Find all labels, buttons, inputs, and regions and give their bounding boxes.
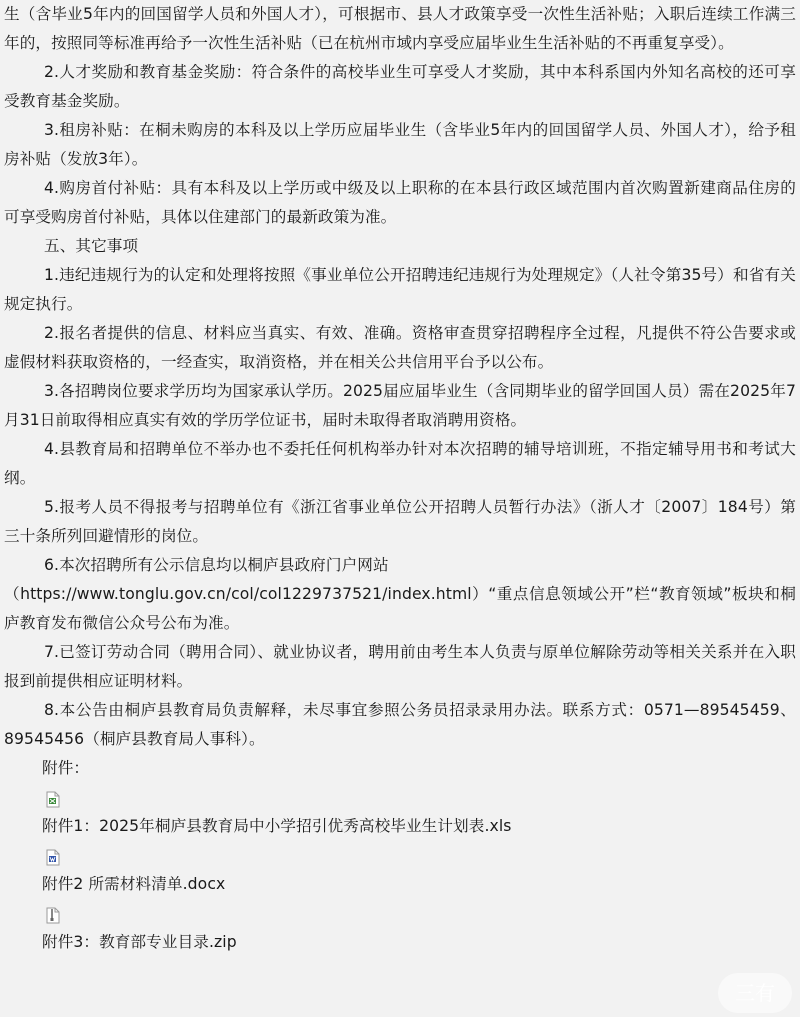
attachment-1[interactable] — [4, 783, 796, 841]
attachment-3[interactable] — [4, 899, 796, 957]
attachment-3-link[interactable]: 附件3：教育部专业目录.zip — [42, 933, 237, 951]
paragraph-item-8: 8.本公告由桐庐县教育局负责解释，未尽事宜参照公务员招录录用办法。联系方式：0571—89545459、89545456（桐庐县教育局人事科）。 — [4, 701, 796, 748]
paragraph-rent-subsidy: 3.租房补贴：在桐未购房的本科及以上学历应届毕业生（含毕业5年内的回国留学人员、外国人才），给予租房补贴（发放3年）。 — [4, 121, 796, 168]
paragraph-item-7: 7.已签订劳动合同（聘用合同）、就业协议者，聘用前由考生本人负责与原单位解除劳动等相关关系并在入职报到前提供相应证明材料。 — [4, 643, 796, 690]
attachment-2[interactable] — [4, 841, 796, 899]
paragraph-housing-subsidy: 4.购房首付补贴：具有本科及以上学历或中级及以上职称的在本县行政区域范围内首次购置新建商品住房的可享受购房首付补贴，具体以住建部门的最新政策为准。 — [4, 179, 796, 226]
attachment-1-link[interactable]: 附件1：2025年桐庐县教育局中小学招引优秀高校毕业生计划表.xls — [42, 817, 512, 835]
attachment-2-link[interactable]: 附件2 所需材料清单.docx — [42, 875, 226, 893]
attachments-label: 附件： — [42, 759, 90, 777]
paragraph-item-3: 3.各招聘岗位要求学历均为国家承认学历。2025届应届毕业生（含同期毕业的留学回国人员）需在2025年7月31日前取得相应真实有效的学历学位证书，届时未取得者取消聘用资格。 — [4, 382, 796, 429]
paragraph-item-6-url: （https://www.tonglu.gov.cn/col/col1229737521/index.html）“重点信息领域公开”栏“教育领域”板块和桐庐教育发布微信公众号公布为准。 — [4, 585, 796, 632]
paragraph-subsidy-cont: 生（含毕业5年内的回国留学人员和外国人才），可根据市、县人才政策享受一次性生活补贴；入职后连续工作满三年的，按照同等标准再给予一次性生活补贴（已在杭州市域内享受应届毕业生生活补贴的不再重复享受）。 — [4, 5, 796, 52]
watermark: 三有 — [718, 973, 792, 1013]
word-file-icon[interactable] — [46, 847, 60, 864]
paragraph-item-4: 4.县教育局和招聘单位不举办也不委托任何机构举办针对本次招聘的辅导培训班，不指定辅导用书和考试大纲。 — [4, 440, 796, 487]
paragraph-item-2: 2.报名者提供的信息、材料应当真实、有效、准确。资格审查贯穿招聘程序全过程，凡提供不符公告要求或虚假材料获取资格的，一经查实，取消资格，并在相关公共信用平台予以公布。 — [4, 324, 796, 371]
paragraph-item-1: 1.违纪违规行为的认定和处理将按照《事业单位公开招聘违纪违规行为处理规定》（人社令第35号）和省有关规定执行。 — [4, 266, 796, 313]
excel-file-icon[interactable] — [46, 789, 60, 806]
paragraph-item-6: 6.本次招聘所有公示信息均以桐庐县政府门户网站 — [44, 556, 389, 574]
zip-file-icon[interactable] — [46, 905, 60, 922]
section-heading-other: 五、其它事项 — [44, 237, 139, 255]
paragraph-item-5: 5.报考人员不得报考与招聘单位有《浙江省事业单位公开招聘人员暂行办法》（浙人才〔2007〕184号）第三十条所列回避情形的岗位。 — [4, 498, 796, 545]
paragraph-talent-award: 2.人才奖励和教育基金奖励：符合条件的高校毕业生可享受人才奖励，其中本科系国内外知名高校的还可享受教育基金奖励。 — [4, 63, 796, 110]
